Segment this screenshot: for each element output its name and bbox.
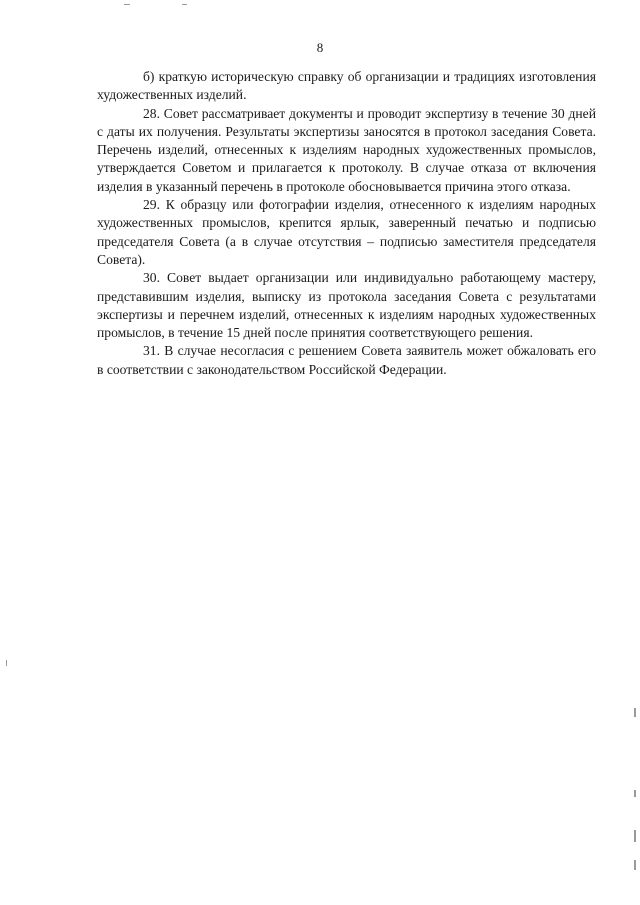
paragraph-b: б) краткую историческую справку об организации и традициях изготовления художественных изделий. xyxy=(97,69,596,103)
scan-mark xyxy=(124,4,130,5)
paragraph-28: 28. Совет рассматривает документы и проводит экспертизу в течение 30 дней с даты их получения. Результаты экспертизы заносятся в протокол заседания Совета. Перечень изделий, отнесенных к изделиям народных художественных промыслов, утверждается Советом и прилагается к протоколу. В случае отказа от включения изделия в указанный перечень в протоколе обосновывается причина этого отказа. xyxy=(97,105,596,194)
scan-mark xyxy=(182,4,187,5)
scan-mark xyxy=(634,830,636,842)
scan-mark xyxy=(634,708,636,717)
scan-mark xyxy=(6,660,7,666)
paragraph-30: 30. Совет выдает организации или индивидуально работающему мастеру, представившим изделия, выписку из протокола заседания Совета с результатами экспертизы и перечнем изделий, отнесенных к изделиям народных художественных промыслов, в течение 15 дней после принятия соответствующего решения. xyxy=(97,270,596,341)
page-number: 8 xyxy=(316,40,324,55)
scan-mark xyxy=(634,790,636,797)
scan-mark xyxy=(634,860,636,870)
paragraph-31: 31. В случае несогласия с решением Совета заявитель может обжаловать его в соответствии с законодательством Российской Федерации. xyxy=(97,343,596,377)
document-body xyxy=(97,68,596,379)
paragraph-29: 29. К образцу или фотографии изделия, отнесенного к изделиям народных художественных промыслов, крепится ярлык, заверенный печатью и подписью председателя Совета (а в случае отсутствия – подписью заместителя председателя Совета). xyxy=(97,197,596,267)
